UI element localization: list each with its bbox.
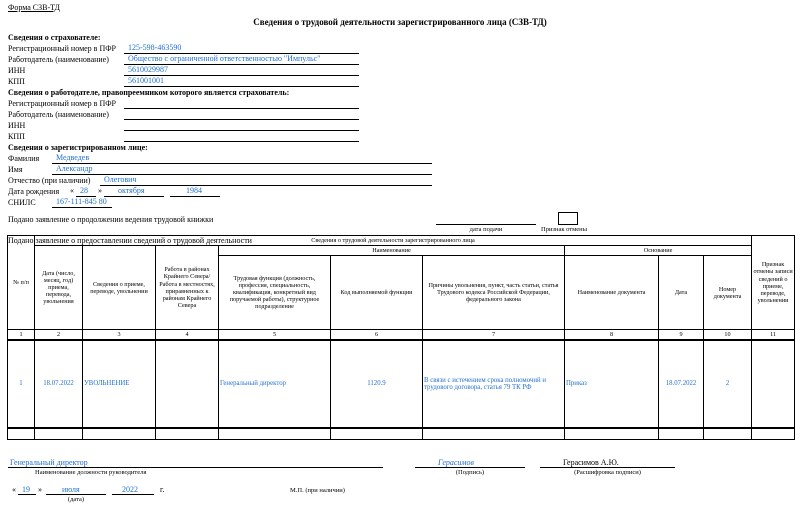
predecessor-heading: Сведения о работодателе, правопреемником которого является страхователь: [8, 88, 290, 97]
row-doc-date[interactable]: 18.07.2022 [659, 340, 704, 428]
continue-book-label: Подано заявление о продолжении ведения трудовой книжки [8, 215, 214, 224]
predecessor-inn-line[interactable] [124, 130, 359, 131]
table-main-header: Сведения о трудовой деятельности зарегистрированного лица [35, 236, 752, 246]
birth-close-quote: » [98, 186, 102, 195]
col-num: 5 [219, 330, 331, 341]
col-num: 3 [83, 330, 156, 341]
insurer-reg-label: Регистрационный номер в ПФР [8, 44, 116, 53]
col-doc-no-header: Номер документа [704, 256, 752, 330]
sign-date-month-line [46, 494, 106, 495]
row-no[interactable]: 1 [8, 340, 35, 428]
signer-position-line [8, 467, 383, 468]
predecessor-kpp-line[interactable] [124, 141, 359, 142]
provide-info-label: Подано заявление о предоставлении сведений о трудовой деятельности [8, 236, 252, 245]
predecessor-reg-label: Регистрационный номер в ПФР [8, 99, 116, 108]
labor-activity-table [7, 235, 795, 440]
birth-year[interactable]: 1984 [186, 186, 202, 195]
sign-date-caption: (дата) [67, 496, 85, 503]
sign-date-day-line [18, 494, 36, 495]
col-num: 2 [35, 330, 83, 341]
name-group-header: Наименование [219, 246, 565, 256]
birth-year-line [170, 196, 220, 197]
snils-line [52, 207, 112, 208]
insurer-employer-value[interactable]: Общество с ограниченной ответственностью "Импульс" [128, 54, 321, 63]
sign-date-year[interactable]: 2022 [122, 485, 138, 494]
signer-position-caption: Наименование должности руководителя [35, 469, 147, 476]
birth-label: Дата рождения [8, 187, 60, 196]
col-num: 8 [565, 330, 659, 341]
col-doc-date-header: Дата [659, 256, 704, 330]
name-label: Имя [8, 165, 23, 174]
insurer-employer-label: Работодатель (наименование) [8, 55, 109, 64]
insurer-kpp-label: КПП [8, 77, 25, 86]
col-num: 11 [752, 330, 795, 341]
insurer-reg-value[interactable]: 125-598-463590 [128, 43, 182, 52]
stamp-caption: М.П. (при наличии) [290, 487, 345, 494]
col-function-header: Трудовая функция (должность, профессия, специальность, квалификация, конкретный вид поручаемой работы), структурное подразделение [219, 256, 331, 330]
row-info[interactable]: УВОЛЬНЕНИЕ [83, 340, 156, 428]
predecessor-reg-line[interactable] [124, 108, 359, 109]
snils-label: СНИЛС [8, 198, 36, 207]
row-cancel[interactable] [752, 340, 795, 428]
sign-date-open-quote: « [12, 485, 16, 494]
birth-month-line [104, 196, 164, 197]
col-reason-header: Причины увольнения, пункт, часть статьи, статья Трудового кодекса Российской Федерации, федерального закона [423, 256, 565, 330]
patronymic-value[interactable]: Олегович [104, 175, 137, 184]
birth-open-quote: « [70, 186, 74, 195]
col-num: 7 [423, 330, 565, 341]
surname-label: Фамилия [8, 154, 40, 163]
continue-cancel-checkbox[interactable] [558, 212, 578, 225]
sign-date-suffix: г. [160, 485, 165, 494]
insurer-kpp-value[interactable]: 561001001 [128, 76, 164, 85]
continue-date-line[interactable] [436, 224, 536, 225]
row-function[interactable]: Генеральный директор [219, 340, 331, 428]
signer-signature[interactable]: Герасимов [438, 458, 474, 467]
col-num: 4 [156, 330, 219, 341]
table-row [8, 340, 795, 428]
col-code-header: Код выполняемой функции [331, 256, 423, 330]
insurer-heading: Сведения о страхователе: [8, 33, 101, 42]
insurer-kpp-line [124, 86, 359, 87]
patronymic-line [100, 185, 432, 186]
signer-name-line [540, 467, 675, 468]
sign-date-month[interactable]: июля [62, 485, 80, 494]
sign-date-close-quote: » [38, 485, 42, 494]
insurer-inn-label: ИНН [8, 66, 26, 75]
signer-name-caption: (Расшифровка подписи) [574, 469, 641, 476]
col-remote-header: Работа в районах Крайнего Севера/Работа в местностях, приравненных к районам Крайнего Севера [156, 246, 219, 330]
sign-date-day[interactable]: 19 [22, 485, 30, 494]
birth-month[interactable]: октября [118, 186, 145, 195]
signer-name-value[interactable]: Герасимов А.Ю. [563, 458, 619, 467]
row-doc-no[interactable]: 2 [704, 340, 752, 428]
surname-value[interactable]: Медведев [56, 153, 90, 162]
col-info-header: Сведения о приеме, переводе, увольнении [83, 246, 156, 330]
insurer-inn-value[interactable]: 5610029987 [128, 65, 168, 74]
continue-date-caption: дата подачи [469, 226, 503, 233]
surname-line [52, 163, 432, 164]
predecessor-inn-label: ИНН [8, 121, 26, 130]
table-row-empty [8, 428, 795, 439]
predecessor-kpp-label: КПП [8, 132, 25, 141]
sign-date-year-line [112, 494, 154, 495]
signer-signature-caption: (Подпись) [455, 469, 485, 476]
row-doc-name[interactable]: Приказ [565, 340, 659, 428]
person-heading: Сведения о зарегистрированном лице: [8, 143, 148, 152]
col-cancel-header: Признак отмены записи сведений о приеме, переводе, увольнении [752, 236, 795, 330]
col-num: 10 [704, 330, 752, 341]
col-no-header: № п/п [8, 236, 35, 330]
form-label: Форма СЗВ-ТД [8, 3, 60, 12]
patronymic-label: Отчество (при наличии) [8, 176, 91, 185]
signer-signature-line [415, 467, 525, 468]
snils-value[interactable]: 167-111-845 80 [56, 197, 107, 206]
birth-day[interactable]: 28 [80, 186, 88, 195]
predecessor-employer-line[interactable] [124, 119, 359, 120]
page-title: Сведения о трудовой деятельности зарегистрированного лица (СЗВ-ТД) [253, 17, 547, 27]
col-doc-name-header: Наименование документа [565, 256, 659, 330]
row-reason[interactable]: В связи с истечением срока полномочий и трудового договора, статья 79 ТК РФ [423, 340, 565, 428]
basis-group-header: Основание [565, 246, 752, 256]
row-date[interactable]: 18.07.2022 [35, 340, 83, 428]
predecessor-employer-label: Работодатель (наименование) [8, 110, 109, 119]
signer-position-value[interactable]: Генеральный директор [10, 458, 88, 467]
col-num: 6 [331, 330, 423, 341]
col-date-header: Дата (число, месяц, год) приема, перевода, увольнения [35, 246, 83, 330]
col-num: 1 [8, 330, 35, 341]
row-code[interactable]: 1120.9 [331, 340, 423, 428]
row-remote[interactable] [156, 340, 219, 428]
name-value[interactable]: Александр [56, 164, 93, 173]
continue-cancel-caption: Признак отмены [541, 226, 587, 233]
col-num: 9 [659, 330, 704, 341]
